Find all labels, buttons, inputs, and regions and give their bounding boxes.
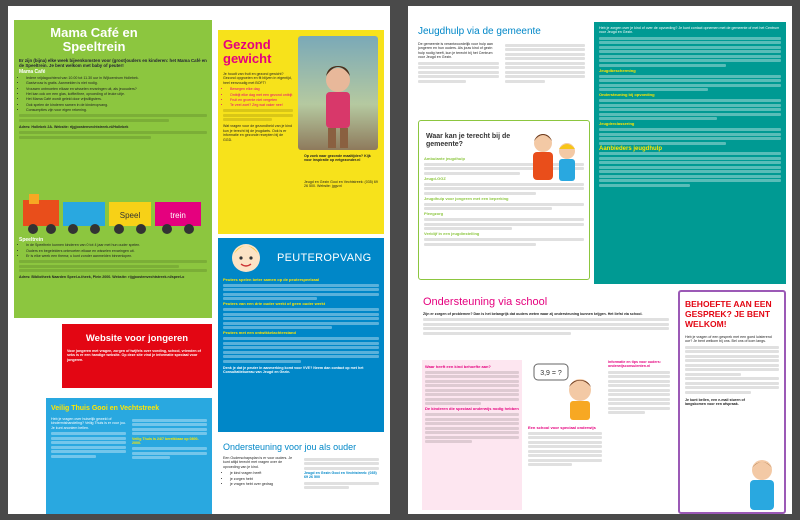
child-eating-photo — [298, 36, 378, 150]
waar-terecht-title: Waar kan je terecht bij de gemeente? — [426, 133, 511, 148]
ondersteuning-ouder-contact: Jeugd en Gezin Gooi en Vechtstreek: (035) 69 26 500 — [304, 471, 377, 480]
gezond-caption: Op zoek naar gezonde maaltijden? Kijk voor inspiratie op eetgezonder.nl — [304, 154, 371, 163]
school-question-2: De kinderen die speciaal onderwijs nodig hebben — [425, 406, 519, 412]
ondersteuning-school-title: Ondersteuning via school — [423, 296, 548, 308]
waar-item: Pleegzorg — [424, 211, 444, 217]
parent-cartoon — [742, 456, 782, 510]
speeltrein-bullet: • Ouders en begeleiders ontmoeten elkaar en wisselen ervaringen uit. — [26, 249, 207, 253]
peuter-heading-1: Peuters spelen beter samen op de peuterspeelzaal — [223, 277, 320, 282]
veilig-thuis-phone: Veilig Thuis is 24/7 bereikbaar op 0800-2000. — [132, 436, 199, 445]
waar-item: Ambulante jeugdhulp — [424, 156, 465, 161]
teal-text: Heb je zorgen over je kind of over de opvoeding? Je kunt contact opnemen met de gemeente of met het Centrum voor Jeugd en Gezin. — [599, 26, 780, 35]
peuteropvang-section — [218, 238, 384, 432]
jeugdhulp-text: De gemeente is verantwoordelijk voor hulp aan jongeren en hun ouders. Als jouw kind of gezin hulp nodig heeft, kun je terecht bij het Centrum voor Jeugd en Gezin. — [418, 42, 493, 60]
jeugdhulp-title: Jeugdhulp via de gemeente — [418, 26, 541, 37]
speeltrein-address: Adres: Bibliotheek Naarden Speel-o-theek, Plein 2000. Website: rijgjoostenvechtstreek.nl/speel-o — [19, 275, 185, 280]
peuter-cartoon — [228, 240, 264, 276]
website-jongeren-title: Website voor jongeren — [85, 333, 189, 344]
math-bubble-text: 3,9 = ? — [540, 370, 562, 377]
mama-bullet: • Iedere vrijdagochtend van 10.00 tot 11.30 uur in Wijkcentrum Hollebek. — [26, 76, 207, 80]
mama-cafe-subtitle: Mama Café — [19, 69, 46, 76]
train-wagon-label: trein — [170, 211, 186, 220]
ouder-bullet: • je zorgen hebt — [230, 477, 298, 481]
mama-cafe-section — [14, 20, 212, 190]
mama-cafe-address: Adres: Hollebek 2A. Website: rijgjoostenvechtstreek.nl/Hollebek — [19, 124, 129, 129]
peuteropvang-title: PEUTEROPVANG — [277, 252, 372, 264]
school-question-1: Waar heeft een kind behoefte aan? — [425, 364, 491, 369]
gezond-gewicht-section — [218, 30, 384, 234]
speeltrein-section — [14, 190, 212, 318]
veilig-thuis-section — [46, 398, 212, 514]
school-contact: Informatie en tips voor ouders: onderwijsconsulenten.nl — [608, 360, 661, 369]
jeugdhulp-section — [418, 22, 590, 118]
ondersteuning-school-section — [418, 290, 674, 514]
school-question-3: Een school voor speciaal onderwijs — [528, 425, 596, 430]
gezond-bullet: • Bewegen elke dag — [230, 87, 293, 91]
teal-subheading: Ondersteuning bij opvoeding — [599, 92, 655, 98]
behoefte-text: Heb je vragen of een gesprek met een goed luisterend oor? Je bent welkom bij ons. Bel ons of kom langs. — [685, 335, 772, 344]
peuter-footer: Denk je dat je peuter in aanmerking komt voor VVE? Neem dan contact op met het Consultatiebureau van Jeugd en Gezin. — [223, 365, 364, 375]
speeltrein-subtitle: Speeltrein — [19, 237, 44, 243]
ondersteuning-ouder-section — [218, 436, 384, 514]
toy-train-illustration — [19, 192, 207, 236]
website-jongeren-section — [62, 324, 212, 388]
mama-bullet: • Ook spelen de kinderen samen in de kinderopvang. — [26, 103, 207, 107]
gezond-contact: Jeugd en Gezin Gooi en Vechtstreek: (035) 69 26 500. Website: jggv.nl — [304, 180, 378, 189]
right-page — [408, 6, 792, 514]
teal-subheading: Jeugdbescherming — [599, 67, 636, 73]
speeltrein-bullet: • In de Speeltrein kunnen kinderen van 0 tot 4 jaar met hun ouder spelen. — [26, 243, 207, 247]
mama-bullet: • Gastvrouw is gratis. Aanmelden is niet nodig. — [26, 81, 207, 85]
school-pink-panel — [422, 360, 522, 510]
waar-item: Jeugd-GGZ — [424, 175, 446, 181]
teal-subheading: Aanbieders jeugdhulp — [599, 145, 663, 152]
waar-item: Jeugdhulp voor jongeren met een beperking — [424, 195, 509, 201]
train-wagon-label: Speel — [119, 211, 141, 220]
mama-cafe-intro: Er zijn (bijna) elke week bijeenkomsten voor (groot)ouders en kinderen: het Mama Café en de Speeltrein. Je bent welkom met baby of peuter! — [19, 58, 207, 69]
speeltrein-bullet: • Er is elke week een thema; u kunt zonder aanmelden binnenlopen. — [26, 254, 207, 258]
jeugdhulp-teal-section — [594, 22, 786, 284]
left-page — [8, 6, 390, 514]
waar-terecht-section — [418, 120, 590, 280]
gezond-bullet: • Fruit en groente niet vergeten — [230, 98, 293, 102]
behoefte-gesprek-title: BEHOEFTE AAN EEN GESPREK? JE BENT WELKOM! — [685, 299, 772, 329]
ondersteuning-ouder-title: Ondersteuning voor jou als ouder — [223, 442, 357, 452]
ouder-bullet: • je vragen hebt over gedrag — [230, 482, 298, 486]
gezond-text: Wat vragen voor de gezondheid van je kind kun je terecht bij de jeugdarts. Ook is er informatie en gezonde recepten bij de GGD. — [223, 124, 292, 142]
gezond-intro: Je houdt van fruit en gezond gewicht? Gezond opgroeien en fit blijven in eigentijd, heel eenvoudig met BOFT! — [223, 72, 292, 85]
family-cartoon — [523, 125, 587, 189]
peuter-heading-3: Peuters met een ontwikkelachterstand — [223, 330, 296, 336]
behoefte-contact: Je kunt bellen, een e-mail sturen of langskomen voor een afspraak. — [685, 397, 745, 407]
gezond-bullet: • Te veel zoet? Zeg wat vaker nee! — [230, 103, 293, 107]
waar-item: Verblijf in een jeugdinstelling — [424, 231, 480, 237]
veilig-thuis-text: Heb je vragen over huiselijk geweld of kindermishandeling? Veilig Thuis is er voor jou. Je kunt anoniem bellen. — [51, 417, 126, 430]
mama-bullet: • Consumpties zijn voor eigen rekening. — [26, 108, 207, 112]
veilig-thuis-title: Veilig Thuis Gooi en Vechtstreek — [51, 405, 160, 412]
gezond-bullet: • Ontbijt elke dag met een gezond ontbijt — [230, 93, 293, 97]
school-intro: Zijn er zorgen of problemen? Dan is het belangrijk dat ouders weten waar zij ondersteuning kunnen krijgen. Het liefst via school. — [423, 312, 643, 316]
peuter-heading-2: Peuters van een drie ouder werkt of geen ouder werkt — [223, 301, 326, 307]
ouder-bullet: • je kind vragen heeft — [230, 471, 298, 475]
ondersteuning-ouder-text: Een Ouderschapsplan is er voor ouders. Je kunt altijd terecht met vragen over de opvoeding van je kind. — [223, 456, 293, 469]
mama-bullet: • Het kan ook om een glas, koffie/thee, opvoeding of leuke uitje. — [26, 92, 207, 96]
mama-bullet: • Vrouwen ontmoeten elkaar en wisselen ervaringen uit, als jeuouders? — [26, 87, 207, 91]
mama-bullet: • Het Mama Café wordt geleid door vrijwilligsters. — [26, 97, 207, 101]
boy-cartoon — [528, 360, 606, 420]
website-jongeren-text: Voor jongeren met vragen, zorgen of twijfels over voeding, school, vrienden of seks is er een handige website. Op deze site vind je informatie speciaal voor jongeren. — [67, 349, 201, 362]
teal-subheading: Jeugdreclassering — [599, 121, 635, 127]
gezond-gewicht-title: Gezond gewicht — [223, 37, 272, 66]
behoefte-gesprek-section — [678, 290, 786, 514]
mama-cafe-title: Mama Café en Speeltrein — [50, 25, 138, 54]
